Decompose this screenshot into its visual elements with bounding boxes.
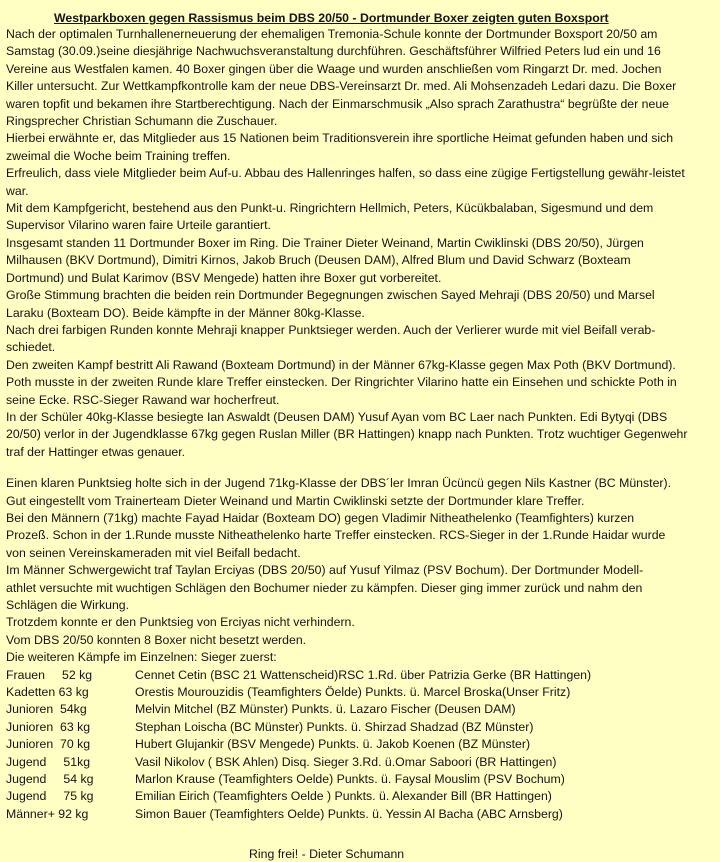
weight-class: Junioren 70 kg	[6, 737, 91, 752]
text-line: seine Ecke. RSC-Sieger Rawand war hocherfreut.	[6, 392, 280, 407]
text-line: Vom DBS 20/50 konnten 8 Boxer nicht besetzt werden.	[6, 632, 307, 647]
results-list	[6, 667, 714, 824]
text-line: Einen klaren Punktsieg holte sich in der Jugend 71kg-Klasse der DBS´ler Imran Ücüncü gegen Nils Kastner (BC Münster).	[6, 476, 672, 491]
bout-result: Emilian Eirich (Teamfighters Oelde ) Punkts. ü. Alexander Bill (BR Hattingen)	[135, 789, 552, 804]
text-line: Gut eingestellt vom Trainerteam Dieter Weinand und Martin Cwiklinski setzte der Dortmunder klare Treffer.	[6, 493, 585, 508]
bout-result: Orestis Mourouzidis (Teamfighters Öelde) Punkts. ü. Marcel Broska(Unser Fritz)	[135, 685, 571, 700]
paragraph	[6, 562, 714, 614]
text-line: Insgesamt standen 11 Dortmunder Boxer im Ring. Die Trainer Dieter Weinand, Martin Cwiklinski (DBS 20/50), Jürgen	[6, 235, 644, 250]
result-row	[6, 701, 714, 718]
article-footer: Ring frei! - Dieter Schumann	[249, 847, 405, 862]
bout-result: Hubert Glujankir (BSV Mengede) Punkts. ü. Jakob Koenen (BZ Münster)	[135, 737, 531, 752]
text-line: Bei den Männern (71kg) machte Fayad Haidar (Boxteam DO) gegen Vladimir Nitheathelenko (Teamfighters) kurzen	[6, 510, 635, 525]
result-row	[6, 788, 714, 805]
text-line: 20/50) verlor in der Jugendklasse 67kg gegen Ruslan Miller (BR Hattingen) knapp nach Punkten. Trotz wuchtiger Gegenwehr	[6, 427, 688, 442]
paragraph	[6, 649, 714, 666]
text-line: Mit dem Kampfgericht, bestehend aus den Punkt-u. Ringrichtern Hellmich, Peters, Kücükbalaban, Sigesmund und dem	[6, 201, 654, 216]
weight-class: Kadetten 63 kg	[6, 685, 89, 700]
paragraph	[6, 475, 714, 510]
weight-class: Jugend 54 kg	[6, 772, 94, 787]
result-row	[6, 719, 714, 736]
result-row	[6, 806, 714, 823]
text-line: Laraku (Boxteam DO). Beide kämpfte in der Männer 80kg-Klasse.	[6, 305, 365, 320]
paragraph	[6, 130, 714, 165]
result-row	[6, 771, 714, 788]
weight-class: Junioren 54kg	[6, 702, 87, 717]
text-line: Trotzdem konnte er den Punktsieg von Erciyas nicht verhindern.	[6, 615, 355, 630]
paragraph	[6, 235, 714, 287]
paragraph	[6, 409, 714, 461]
weight-class: Männer+ 92 kg	[6, 806, 89, 821]
text-line: Dortmund) und Bulat Karimov (BSV Mengede) hatten ihre Boxer gut vorbereitet.	[6, 270, 442, 285]
paragraph	[6, 26, 714, 130]
text-line: zweimal die Woche beim Training treffen.	[6, 148, 231, 163]
weight-class: Junioren 63 kg	[6, 719, 91, 734]
text-line: Vereine aus Westfalen kamen. 40 Boxer gingen über die Waage und wurden anschließen vom Ringarzt Dr. med. Jochen	[6, 61, 662, 76]
bout-result: Marlon Krause (Teamfighters Oelde) Punkts. ü. Faysal Mouslim (PSV Bochum)	[135, 772, 565, 787]
result-row	[6, 684, 714, 701]
text-line: Samstag (30.09.)seine diesjährige Nachwuchsveranstaltung durchführen. Geschäftsführer Wilfried Peters lud ein und 16	[6, 44, 661, 59]
paragraph	[6, 614, 714, 631]
paragraph	[6, 165, 714, 200]
paragraph	[6, 510, 714, 562]
bout-result: Stephan Loischa (BC Münster) Punkts. ü. Shirzad Shadzad (BZ Münster)	[135, 719, 534, 734]
bout-result: Cennet Cetin (BSC 21 Wattenscheid)RSC 1.Rd. über Patrizia Gerke (BR Hattingen)	[135, 667, 592, 682]
text-line: Im Männer Schwergewicht traf Taylan Erciyas (DBS 20/50) auf Yusuf Yilmaz (PSV Bochum). Der Dortmunder Modell-	[6, 563, 644, 578]
article-title: Westparkboxen gegen Rassismus beim DBS 20/50 - Dortmunder Boxer zeigten guten Boxsport	[54, 11, 609, 25]
article-body-part-2	[6, 475, 714, 666]
paragraph-gap	[6, 461, 714, 475]
text-line: Nach drei farbigen Runden konnte Mehraji knapper Punktsieger werden. Auch der Verlierer wurde mit viel Beifall verab-	[6, 322, 656, 337]
weight-class: Frauen 52 kg	[6, 667, 93, 682]
paragraph	[6, 200, 714, 235]
article-body-part-1	[6, 26, 714, 461]
result-row	[6, 736, 714, 753]
text-line: Milhausen (BKV Dortmund), Dimitri Kirnos, Jakob Bruch (Deusen DAM), Alfred Blum und David Schwarz (Boxteam	[6, 253, 631, 268]
text-line: war.	[6, 183, 29, 198]
weight-class: Jugend 75 kg	[6, 789, 94, 804]
result-row	[6, 754, 714, 771]
text-line: Nach der optimalen Turnhallenerneuerung der ehemaligen Tremonia-Schule konnte der Dortmunder Boxsport 20/50 am	[6, 27, 658, 41]
text-line: Poth musste in der zweiten Runde klare Treffer einstecken. Der Ringrichter Vilarino hatte ein Einsehen und schickte Poth in	[6, 375, 677, 390]
text-line: Den zweiten Kampf bestritt Ali Rawand (Boxteam Dortmund) in der Männer 67kg-Klasse gegen Max Poth (BKV Dortmund).	[6, 357, 676, 372]
text-line: traf der Hattinger etwas genauer.	[6, 444, 186, 459]
text-line: von seinen Vereinskameraden mit viel Beifall bedacht.	[6, 545, 301, 560]
text-line: Schlägen die Wirkung.	[6, 598, 130, 612]
text-line: Killer untersucht. Zur Wettkampfkontrolle kam der neue DBS-Vereinsarzt Dr. med. Ali Mohsenzadeh Ledari dazu. Die Boxer	[6, 79, 677, 94]
text-line: schiedet.	[6, 340, 56, 355]
text-line: Supervisor Vilarino waren faire Urteile garantiert.	[6, 218, 271, 233]
text-line: athlet versuchte mit wuchtigen Schlägen den Bochumer nieder zu kämpfen. Dieser ging immer zurück und nahm den	[6, 580, 643, 595]
result-row	[6, 667, 714, 684]
paragraph	[6, 287, 714, 322]
text-line: Hierbei erwähnte er, das Mitglieder aus 15 Nationen beim Traditionsverein ihre sportliche Heimat gefunden haben und sich	[6, 131, 674, 146]
text-line: Ringsprecher Christian Schumann die Zuschauer.	[6, 114, 278, 129]
text-line: Große Stimmung brachten die beiden rein Dortmunder Begegnungen zwischen Sayed Mehraji (DBS 20/50) und Marsel	[6, 288, 655, 303]
bout-result: Simon Bauer (Teamfighters Oelde) Punkts. ü. Yessin Al Bacha (ABC Arnsberg)	[135, 806, 563, 821]
paragraph	[6, 632, 714, 649]
text-line: Die weiteren Kämpfe im Einzelnen: Sieger zuerst:	[6, 650, 277, 665]
weight-class: Jugend 51kg	[6, 754, 91, 769]
bout-result: Vasil Nikolov ( BSK Ahlen) Disq. Sieger 3.Rd. ü.Omar Saboori (BR Hattingen)	[135, 754, 557, 769]
text-line: Prozeß. Schon in der 1.Runde musste Nitheathelenko harte Treffer einstecken. RCS-Sieger in der 1.Runde Haidar wurde	[6, 528, 666, 543]
text-line: In der Schüler 40kg-Klasse besiegte Ian Aswaldt (Deusen DAM) Yusuf Ayan vom BC Laer nach Punkten. Edi Bytyqi (DBS	[6, 409, 668, 424]
text-line: Erfreulich, dass viele Mitglieder beim Auf-u. Abbau des Hallenringes halfen, so dass eine zügige Fertigstellung gewähr-leistet	[6, 166, 685, 181]
bout-result: Melvin Mitchel (BZ Münster) Punkts. ü. Lazaro Fischer (Deusen DAM)	[135, 702, 516, 717]
paragraph	[6, 322, 714, 357]
paragraph	[6, 357, 714, 409]
text-line: waren topfit und bekamen ihre Startberechtigung. Nach der Einmarschmusik „Also sprach Zarathustra“ begrüßte der neue	[6, 96, 669, 111]
